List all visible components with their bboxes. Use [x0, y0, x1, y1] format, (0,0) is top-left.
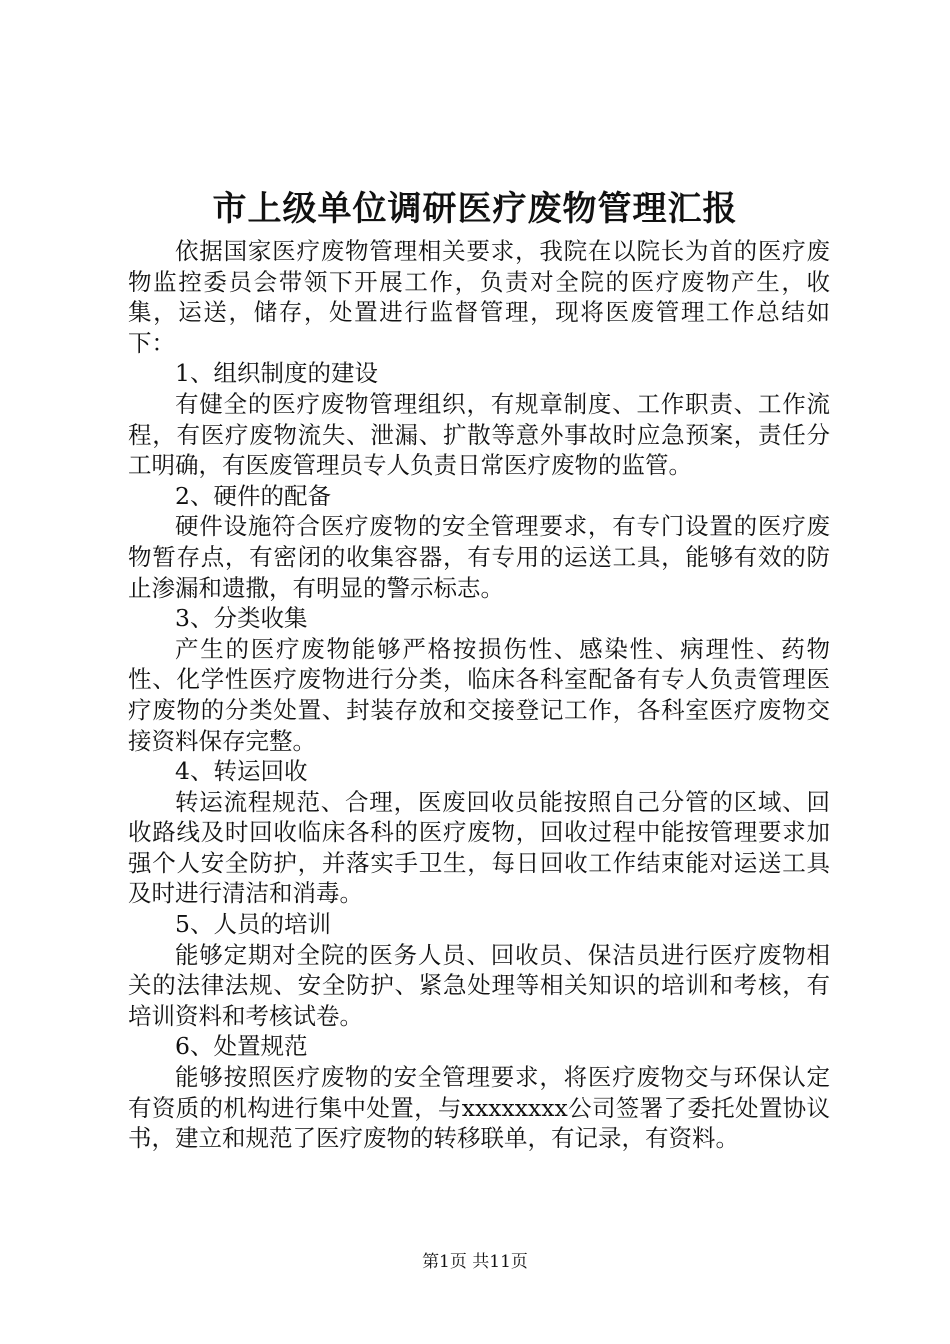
section-heading: 6、处置规范 [175, 1032, 308, 1061]
section-heading: 4、转运回收 [175, 757, 308, 786]
document-body [128, 236, 830, 1154]
section-paragraph: 产生的医疗废物能够严格按损伤性、感染性、病理性、药物性、化学性医疗废物进行分类，临床各科室配备有专人负责管理医疗废物的分类处置、封装存放和交接登记工作，各科室医疗废物交接资料保存完整。 [128, 634, 830, 755]
section-paragraph: 硬件设施符合医疗废物的安全管理要求，有专门设置的医疗废物暂存点，有密闭的收集容器，有专用的运送工具，能够有效的防止渗漏和遗撒，有明显的警示标志。 [128, 512, 830, 602]
intro-paragraph: 依据国家医疗废物管理相关要求，我院在以院长为首的医疗废物监控委员会带领下开展工作，负责对全院的医疗废物产生，收集，运送，储存，处置进行监督管理，现将医废管理工作总结如下： [128, 237, 830, 357]
section-heading: 1、组织制度的建设 [175, 359, 378, 388]
section-paragraph: 有健全的医疗废物管理组织，有规章制度、工作职责、工作流程，有医疗废物流失、泄漏、扩散等意外事故时应急预案，责任分工明确，有医废管理员专人负责日常医疗废物的监管。 [128, 389, 830, 480]
section-paragraph: 转运流程规范、合理，医废回收员能按照自己分管的区域、回收路线及时回收临床各科的医疗废物，回收过程中能按管理要求加强个人安全防护，并落实手卫生，每日回收工作结束能对运送工具及时进行清洁和消毒。 [128, 787, 830, 908]
section-heading: 2、硬件的配备 [175, 481, 331, 510]
document-title: 市上级单位调研医疗废物管理汇报 [212, 189, 738, 229]
page-number-footer: 第1页 共11页 [422, 1252, 528, 1272]
section-paragraph: 能够定期对全院的医务人员、回收员、保洁员进行医疗废物相关的法律法规、安全防护、紧急处理等相关知识的培训和考核，有培训资料和考核试卷。 [128, 940, 830, 1030]
section-paragraph: 能够按照医疗废物的安全管理要求，将医疗废物交与环保认定有资质的机构进行集中处置，与xxxxxxxx公司签署了委托处置协议书，建立和规范了医疗废物的转移联单，有记录，有资料。 [128, 1063, 830, 1153]
section-heading: 5、人员的培训 [175, 910, 331, 939]
section-heading: 3、分类收集 [175, 604, 308, 633]
